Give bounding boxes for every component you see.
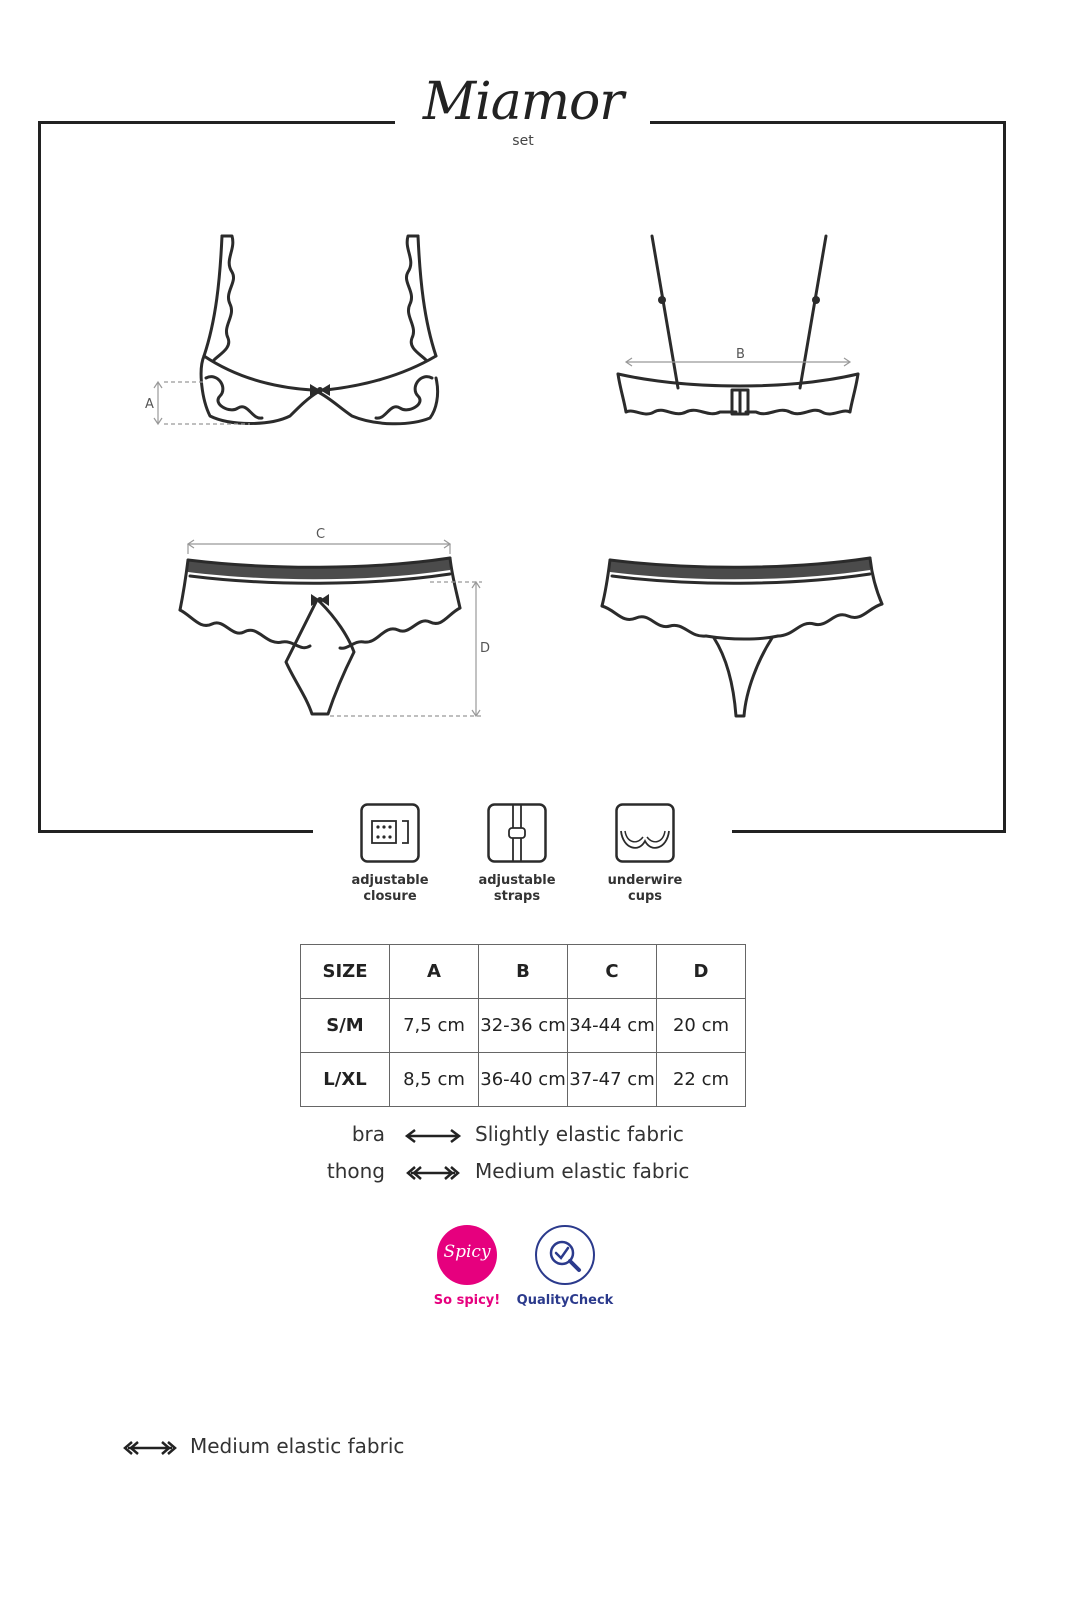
quality-label: QualityCheck — [516, 1293, 614, 1308]
feature-label-line2: straps — [493, 889, 541, 904]
brand-header — [383, 74, 663, 149]
header-size: SIZE — [301, 945, 390, 999]
spicy-badge — [412, 1225, 522, 1308]
closure-icon — [360, 803, 420, 863]
value-cell: 22 cm — [657, 1053, 746, 1107]
spicy-logo-text: Spicy — [443, 1242, 491, 1262]
dimension-b-label: B — [736, 347, 745, 362]
dimension-c-label: C — [316, 527, 326, 542]
header-b: B — [479, 945, 568, 999]
feature-adjustable-straps — [452, 803, 582, 905]
dimension-a-label: A — [145, 397, 154, 412]
header-c: C — [568, 945, 657, 999]
elasticity-description: Slightly elastic fabric — [475, 1122, 684, 1146]
feature-label-line1: adjustable — [478, 873, 556, 888]
table-row — [301, 1053, 746, 1107]
bra-back-drawing — [610, 230, 870, 430]
thong-back-drawing — [590, 520, 900, 730]
thong-front-drawing — [170, 520, 500, 730]
value-cell: 7,5 cm — [390, 999, 479, 1053]
footer-text: Medium elastic fabric — [190, 1434, 405, 1458]
spicy-label: So spicy! — [433, 1293, 501, 1308]
double-arrow-icon — [120, 1438, 180, 1458]
value-cell: 8,5 cm — [390, 1053, 479, 1107]
quality-badge — [510, 1225, 620, 1308]
underwire-icon — [615, 803, 675, 863]
strap-icon — [487, 803, 547, 863]
feature-label-line2: closure — [363, 889, 417, 904]
feature-label-line2: cups — [627, 889, 662, 904]
feature-list — [0, 803, 1066, 913]
elasticity-part: bra — [351, 1122, 385, 1146]
elasticity-thong — [295, 1159, 689, 1183]
single-arrow-icon — [403, 1126, 463, 1146]
double-arrow-icon — [403, 1163, 463, 1183]
value-cell: 20 cm — [657, 999, 746, 1053]
feature-adjustable-closure — [325, 803, 455, 905]
value-cell: 32-36 cm — [479, 999, 568, 1053]
spicy-logo — [437, 1225, 497, 1285]
table-row — [301, 999, 746, 1053]
bra-front-drawing — [140, 230, 450, 440]
brand-subtitle: set — [512, 133, 534, 150]
feature-label-line1: adjustable — [351, 873, 429, 888]
value-cell: 36-40 cm — [479, 1053, 568, 1107]
feature-underwire-cups — [580, 803, 710, 905]
size-table — [300, 944, 746, 1107]
header-d: D — [657, 945, 746, 999]
footer-note — [120, 1434, 404, 1458]
quality-check-icon — [535, 1225, 595, 1285]
brand-name: Miamor — [422, 72, 624, 132]
elasticity-part: thong — [326, 1159, 385, 1183]
elasticity-description: Medium elastic fabric — [475, 1159, 690, 1183]
feature-label-line1: underwire — [607, 873, 683, 888]
size-table-header — [301, 945, 746, 999]
size-cell: L/XL — [301, 1053, 390, 1107]
value-cell: 37-47 cm — [568, 1053, 657, 1107]
size-cell: S/M — [301, 999, 390, 1053]
header-a: A — [390, 945, 479, 999]
value-cell: 34-44 cm — [568, 999, 657, 1053]
dimension-d-label: D — [480, 641, 491, 656]
elasticity-bra — [295, 1122, 684, 1146]
